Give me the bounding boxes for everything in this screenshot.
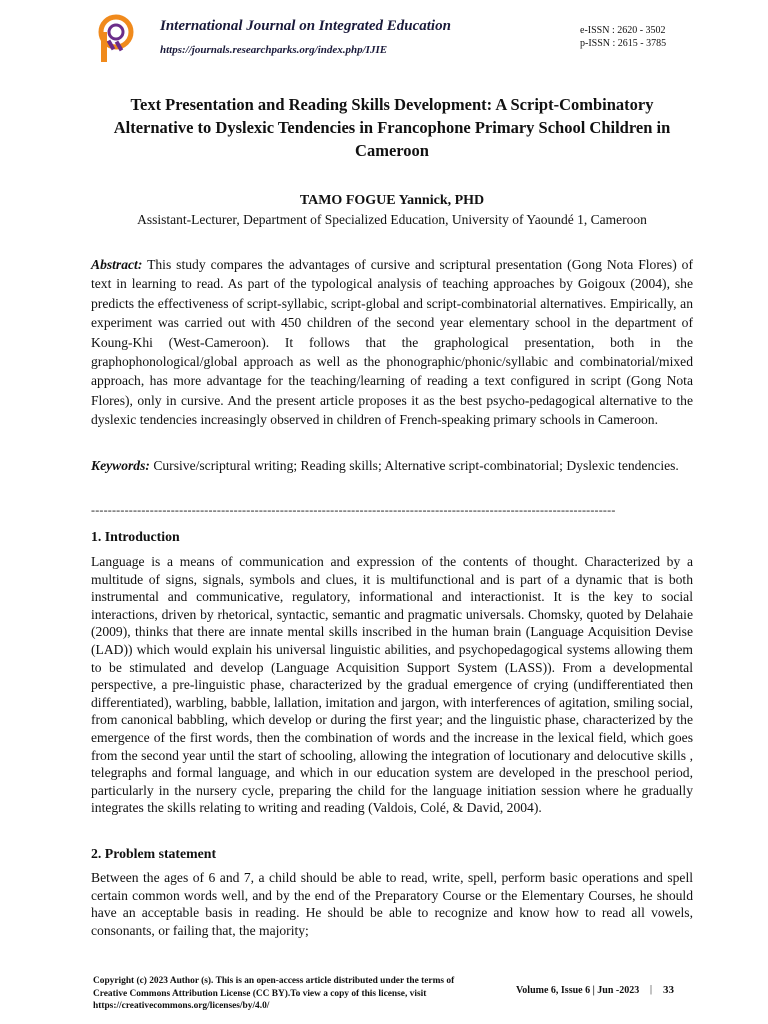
journal-logo bbox=[95, 14, 137, 64]
paper-title: Text Presentation and Reading Skills Development: A Script-Combinatory Alternative to Dyslexic Tendencies in Francophone Primary School Children in Cameroon bbox=[113, 95, 671, 160]
abstract-label: Abstract: bbox=[91, 257, 143, 272]
problem-statement-text: Between the ages of 6 and 7, a child should be able to read, write, spell, perform basic operations and spell certain common words well, and by the end of the Preparatory Course or the Elementary Courses, he should have an acceptable basis in reading. He should be able to recognize and know how to read all vowels, consonants, or failing that, the majority; bbox=[91, 870, 693, 938]
journal-title: International Journal on Integrated Education bbox=[160, 18, 451, 34]
section-heading-introduction: 1. Introduction bbox=[91, 529, 180, 544]
section-heading-problem-statement: 2. Problem statement bbox=[91, 846, 217, 861]
section-divider: ----------------------------------------------------------------------------------------------------------------------------- bbox=[91, 503, 616, 517]
journal-url-link[interactable]: https://journals.researchparks.org/index.php/IJIE bbox=[160, 44, 388, 56]
introduction-text: Language is a means of communication and expression of the contents of thought. Characterized by a multitude of signs, signals, symbols and clues, it is multifunctional and is part of a dynamic that is both instrumental and communicative, regulatory, informational and interactionist. It is the key to social interactions, driven by rhetorical, syntactic, semantic and pragmatic universals. Chomsky, quoted by Delahaie (2009), thinks that there are innate mental skills inscribed in the human brain (Language Acquisition Devise (LAD)) which would explain his universal linguistic abilities, and psychopedagogical systems allowing them to be stimulated and develop (Language Acquisition Support System (LASS)). From a developmental perspective, a pre-linguistic phase, characterized by the gradual emergence of crying (undifferentiated then differentiated), warbling, babble, lallation, imitation and jargon, with interferences of agitation, smiling social, from canonical babbling, which develop or during the first year; and the linguistic phase, characterized by the emergence of the first words, then the combination of words and the increase in the lexical field, which goes from the second year until the start of schooling, allowing the integration of locutionary and delocutive skills , telegraphs and formal language, and which in our education system are developed in the preschool period, particularly in the nursery cycle, preparing the child for the language initiation session where he gradually integrates the skills relating to writing and reading (Valdois, Colé, & David, 2004). bbox=[91, 554, 693, 816]
p-issn: p-ISSN : 2615 - 3785 bbox=[580, 38, 667, 49]
keywords-text: Cursive/scriptural writing; Reading skills; Alternative script-combinatorial; Dyslexic tendencies. bbox=[153, 458, 679, 473]
author-name: TAMO FOGUE Yannick, PHD bbox=[299, 193, 485, 208]
keywords-label: Keywords: bbox=[91, 458, 150, 473]
page-number: 33 bbox=[663, 984, 674, 996]
abstract-paragraph bbox=[91, 255, 693, 430]
research-parks-logo-icon bbox=[95, 14, 137, 64]
footer-copyright: Copyright (c) 2023 Author (s). This is an open-access article distributed under the terms of Creative Commons Attribution License (CC BY).To view a copy of this license, visit https://creativecommons.org/licenses/by/4.0/ bbox=[93, 976, 455, 1011]
e-issn: e-ISSN : 2620 - 3502 bbox=[580, 25, 666, 36]
abstract-text: This study compares the advantages of cursive and scriptural presentation (Gong Nota Flores) of text in learning to read. As part of the typological analysis of teaching approaches by Goigoux (2004), she predicts the effectiveness of script-syllabic, script-global and script-combinatorial alternatives. Empirically, an experiment was carried out with 450 children of the second year elementary school in the department of Koung-Khi (West-Cameroon). It follows that the graphological presentation, both in the graphophonological/global approach as well as the phonographic/phonic/syllabic and combinatorial/mixed approach, has more advantage for the teaching/learning of reading a text configured in script (Gong Nota Flores), only in cursive. And the present article proposes it as the best psycho-pedagogical alternative to the dyslexic tendencies increasingly observed in children of French-speaking primary schools in Cameroon. bbox=[91, 257, 693, 428]
author-affiliation: Assistant-Lecturer, Department of Specialized Education, University of Yaoundé 1, Cameroon bbox=[137, 212, 647, 227]
footer-volume-issue: Volume 6, Issue 6 | Jun -2023 bbox=[516, 985, 640, 996]
keywords-paragraph bbox=[91, 456, 693, 475]
footer-separator: | bbox=[650, 984, 653, 995]
